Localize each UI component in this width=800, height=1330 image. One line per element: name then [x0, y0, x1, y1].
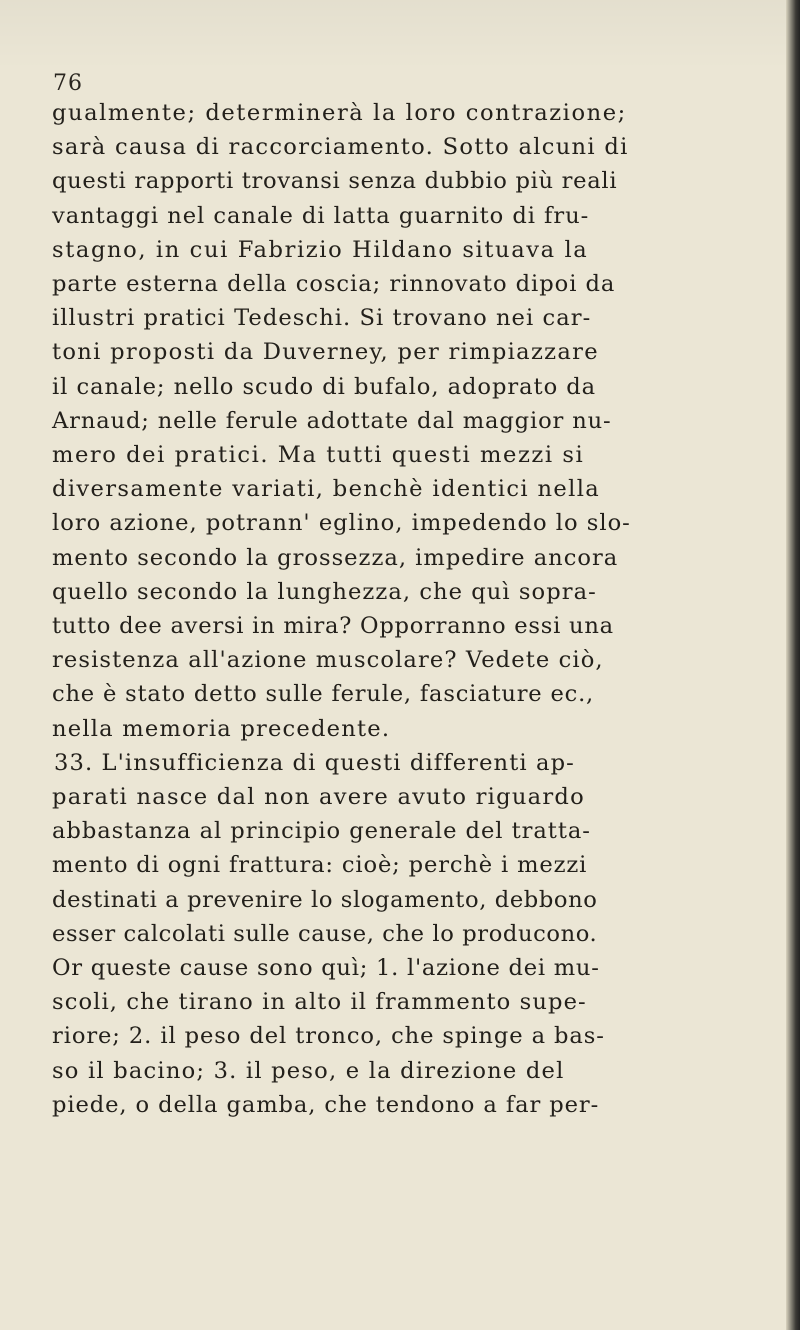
text-line: loro azione, potrann' eglino, impedendo lo slo- — [52, 510, 631, 537]
text-line: mero dei pratici. Ma tutti questi mezzi si — [52, 442, 585, 469]
page-number: 76 — [53, 71, 83, 96]
text-line: gualmente; determinerà la loro contrazione; — [52, 100, 627, 126]
text-line: tutto dee aversi in mira? Opporranno essi una — [52, 613, 614, 640]
text-line: che è stato detto sulle ferule, fasciature ec., — [52, 681, 595, 708]
text-line: Or queste cause sono quì; 1. l'azione dei mu- — [52, 955, 600, 982]
text-line: questi rapporti trovansi senza dubbio più reali — [52, 168, 618, 195]
page-edge-shadow — [786, 0, 800, 1330]
text-line: mento secondo la grossezza, impedire ancora — [52, 544, 619, 571]
text-line: riore; 2. il peso del tronco, che spinge a bas- — [52, 1023, 605, 1050]
text-line: parati nasce dal non avere avuto riguardo — [52, 784, 585, 811]
text-line: illustri pratici Tedeschi. Si trovano nei car- — [52, 305, 592, 332]
text-line: mento di ogni frattura: cioè; perchè i mezzi — [52, 852, 588, 879]
body-text — [52, 96, 762, 1122]
text-line: nella memoria precedente. — [52, 715, 391, 742]
text-line: toni proposti da Duverney, per rimpiazzare — [52, 339, 599, 366]
text-line: parte esterna della coscia; rinnovato dipoi da — [52, 271, 616, 298]
text-line: il canale; nello scudo di bufalo, adoprato da — [52, 373, 597, 400]
text-line: abbastanza al principio generale del tratta- — [52, 818, 591, 845]
text-line: sarà causa di raccorciamento. Sotto alcuni di — [52, 134, 629, 161]
text-line: 33. L'insufficienza di questi differenti ap- — [54, 749, 575, 776]
text-line: quello secondo la lunghezza, che quì sopra- — [52, 578, 597, 605]
text-line: vantaggi nel canale di latta guarnito di fru- — [52, 202, 590, 229]
text-line: destinati a prevenire lo slogamento, debbono — [52, 886, 598, 913]
scan-shadow — [0, 0, 800, 70]
text-line: Arnaud; nelle ferule adottate dal maggior nu- — [52, 407, 612, 434]
text-line: resistenza all'azione muscolare? Vedete ciò, — [52, 647, 604, 674]
text-line: so il bacino; 3. il peso, e la direzione del — [52, 1057, 565, 1084]
text-line: stagno, in cui Fabrizio Hildano situava la — [52, 236, 589, 263]
text-line: diversamente variati, benchè identici nella — [52, 476, 601, 503]
text-line: scoli, che tirano in alto il frammento supe- — [52, 989, 587, 1016]
text-line: esser calcolati sulle cause, che lo producono. — [52, 920, 598, 947]
text-line: piede, o della gamba, che tendono a far per- — [52, 1091, 600, 1118]
